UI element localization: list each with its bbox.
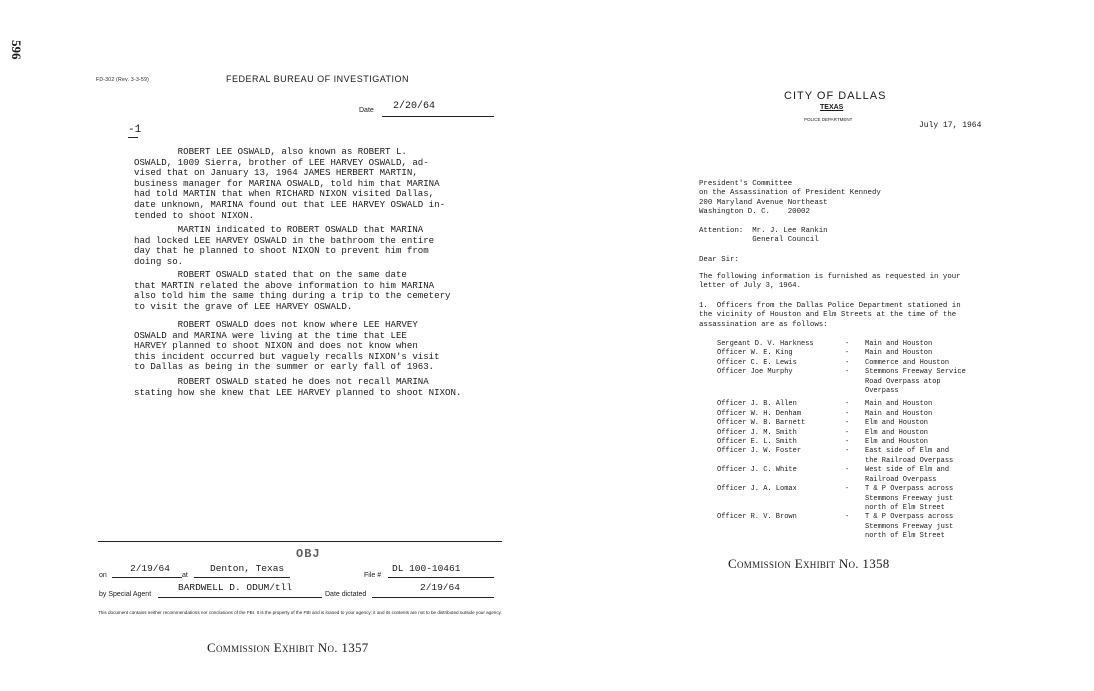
officer-name: Officer J. W. Foster: [717, 447, 802, 456]
letter-date: July 17, 1964: [919, 121, 982, 130]
officer-row: [717, 419, 995, 428]
letter-attention: Attention: Mr. J. Lee Rankin General Council: [699, 227, 828, 245]
letterhead-state: TEXAS: [820, 104, 844, 111]
date-underline: [382, 116, 494, 117]
officer-name: Officer J. C. White: [717, 466, 797, 475]
report-paragraph: ROBERT OSWALD stated he does not recall MARINA stating how she knew that LEE HARVEY planned to shoot NIXON.: [134, 376, 462, 398]
letter-item-1: 1. Officers from the Dallas Police Department stationed in the vicinity of Houston and Elm Streets at the time of the assassination are as follows:: [699, 302, 961, 329]
officer-row: [717, 349, 995, 358]
file-label: File #: [364, 572, 382, 579]
officer-name: Officer J. B. Allen: [717, 400, 797, 409]
officer-dash: -: [845, 466, 850, 475]
footer-rule: [98, 541, 502, 542]
officer-name: Officer W. B. Barnett: [717, 419, 806, 428]
page-mark: -1: [128, 124, 142, 136]
dictated-underline: [372, 597, 494, 598]
officer-dash: -: [845, 409, 850, 418]
officer-name: Officer R. V. Brown: [717, 513, 797, 522]
officer-name: Officer W. E. King: [717, 349, 793, 358]
officer-row: [717, 513, 995, 541]
officer-location: Main and Houston: [865, 340, 933, 348]
interview-date-underline: [112, 577, 182, 578]
fbi-disclaimer: This document contains neither recommendations nor conclusions of the FBI. It is the property of the FBI and is loaned to your agency; it and its contents are not to be distributed outside your agency.: [98, 610, 502, 615]
officer-row: [717, 368, 995, 396]
officer-name: Officer Joe Murphy: [717, 368, 793, 377]
exhibit-1358-caption: Commission Exhibit No. 1358: [728, 556, 890, 571]
officer-dash: -: [845, 428, 850, 437]
report-paragraph: ROBERT LEE OSWALD, also known as ROBERT L. OSWALD, 1009 Sierra, brother of LEE HARVEY OSWALD, ad- vised that on January 13, 1964 JAMES HERBERT MARTIN, business manager for MARINA OSWALD, told him that MARINA had told MARTIN that when RICHARD NIXON visited Dallas, date unknown, MARINA found out that LEE HARVEY OSWALD in- tended to shoot NIXON.: [134, 146, 446, 221]
file-number-underline: [388, 577, 494, 578]
at-label: at: [182, 572, 188, 579]
officer-dash: -: [845, 447, 850, 456]
officer-dash: -: [845, 513, 850, 522]
letter-intro: The following information is furnished as requested in your letter of July 3, 1964.: [699, 273, 961, 291]
report-paragraph: ROBERT OSWALD does not know where LEE HARVEY OSWALD and MARINA were living at the time that LEE HARVEY planned to shoot NIXON and does not know when this incident occurred but vaguely recalls NIXON's visit to Dallas as being in the summer or early fall of 1963.: [134, 319, 440, 373]
form-number: FD-302 (Rev. 3-3-59): [96, 77, 150, 83]
report-paragraph: MARTIN indicated to ROBERT OSWALD that MARINA had locked LEE HARVEY OSWALD in the bathroom the entire day that he planned to shoot NIXON to prevent him from doing so.: [134, 224, 435, 267]
file-number: DL 100-10461: [392, 563, 461, 574]
officer-name: Officer J. M. Smith: [717, 428, 797, 437]
interview-location: Denton, Texas: [210, 563, 285, 574]
officer-dash: -: [845, 419, 850, 428]
fbi-header: FEDERAL BUREAU OF INVESTIGATION: [226, 74, 410, 84]
officer-name: Officer W. H. Denham: [717, 409, 802, 418]
report-paragraph: ROBERT OSWALD stated that on the same date that MARTIN related the above information to him MARINA also told him the same thing during a trip to the cemetery to visit the grave of LEE HARVEY OSWALD.: [134, 269, 451, 312]
officer-location: Commerce and Houston: [865, 358, 950, 367]
officer-location: Elm and Houston: [865, 428, 929, 437]
officer-row: [717, 396, 995, 409]
location-underline: [194, 577, 290, 578]
letter-salutation: Dear Sir:: [699, 256, 739, 264]
officer-location: T & P Overpass across Stemmons Freeway just north of Elm Street: [865, 485, 954, 512]
officer-dash: -: [845, 349, 850, 358]
letterhead-department: POLICE DEPARTMENT: [804, 117, 853, 122]
officer-location: West side of Elm and Railroad Overpass: [865, 466, 950, 484]
page-number: 596: [9, 40, 24, 60]
officers-table: [717, 340, 995, 542]
page-mark-underline: [128, 137, 138, 138]
dictated-date: 2/19/64: [420, 582, 460, 593]
letter-addressee: President's Committee on the Assassination of President Kennedy 200 Maryland Avenue Northeast Washington D. C. 20002: [699, 180, 881, 217]
officer-dash: -: [845, 340, 850, 348]
date-value: 2/20/64: [393, 101, 436, 112]
officer-row: [717, 466, 995, 485]
officer-name: Officer J. A. Lomax: [717, 485, 797, 494]
officer-location: Stemmons Freeway Service Road Overpass atop Overpass: [865, 368, 966, 396]
special-agent: BARDWELL D. ODUM/tll: [178, 582, 293, 593]
exhibit-1357-caption: Commission Exhibit No. 1357: [207, 640, 369, 655]
officer-row: [717, 429, 995, 438]
interview-date: 2/19/64: [130, 563, 170, 574]
on-label: on: [99, 572, 107, 579]
officer-name: Sergeant D. V. Harkness: [717, 340, 814, 348]
agent-underline: [158, 597, 322, 598]
officer-dash: -: [845, 438, 850, 447]
officer-location: T & P Overpass across Stemmons Freeway just north of Elm Street: [865, 513, 954, 541]
officer-location: Main and Houston: [865, 400, 933, 409]
officer-location: Elm and Houston: [865, 419, 929, 428]
officer-dash: -: [845, 485, 850, 494]
officer-row: [717, 485, 995, 513]
letterhead-city: CITY OF DALLAS: [784, 90, 887, 102]
officer-dash: -: [845, 368, 850, 377]
officer-location: Main and Houston: [865, 409, 933, 418]
dictated-label: Date dictated: [325, 591, 367, 598]
officer-location: Elm and Houston: [865, 438, 929, 447]
officer-row: [717, 438, 995, 447]
agent-label: by Special Agent: [99, 591, 152, 598]
officer-name: Officer E. L. Smith: [717, 438, 797, 447]
officer-row: [717, 447, 995, 466]
officer-dash: -: [845, 400, 850, 409]
officer-row: [717, 359, 995, 368]
officer-location: East side of Elm and the Railroad Overpass: [865, 447, 954, 465]
officer-row: [717, 340, 995, 349]
officer-row: [717, 410, 995, 419]
officer-dash: -: [845, 358, 850, 367]
filing-stamp: OBJ: [296, 547, 321, 561]
officer-location: Main and Houston: [865, 349, 933, 358]
officer-name: Officer C. E. Lewis: [717, 358, 797, 367]
date-label: Date: [359, 107, 374, 114]
